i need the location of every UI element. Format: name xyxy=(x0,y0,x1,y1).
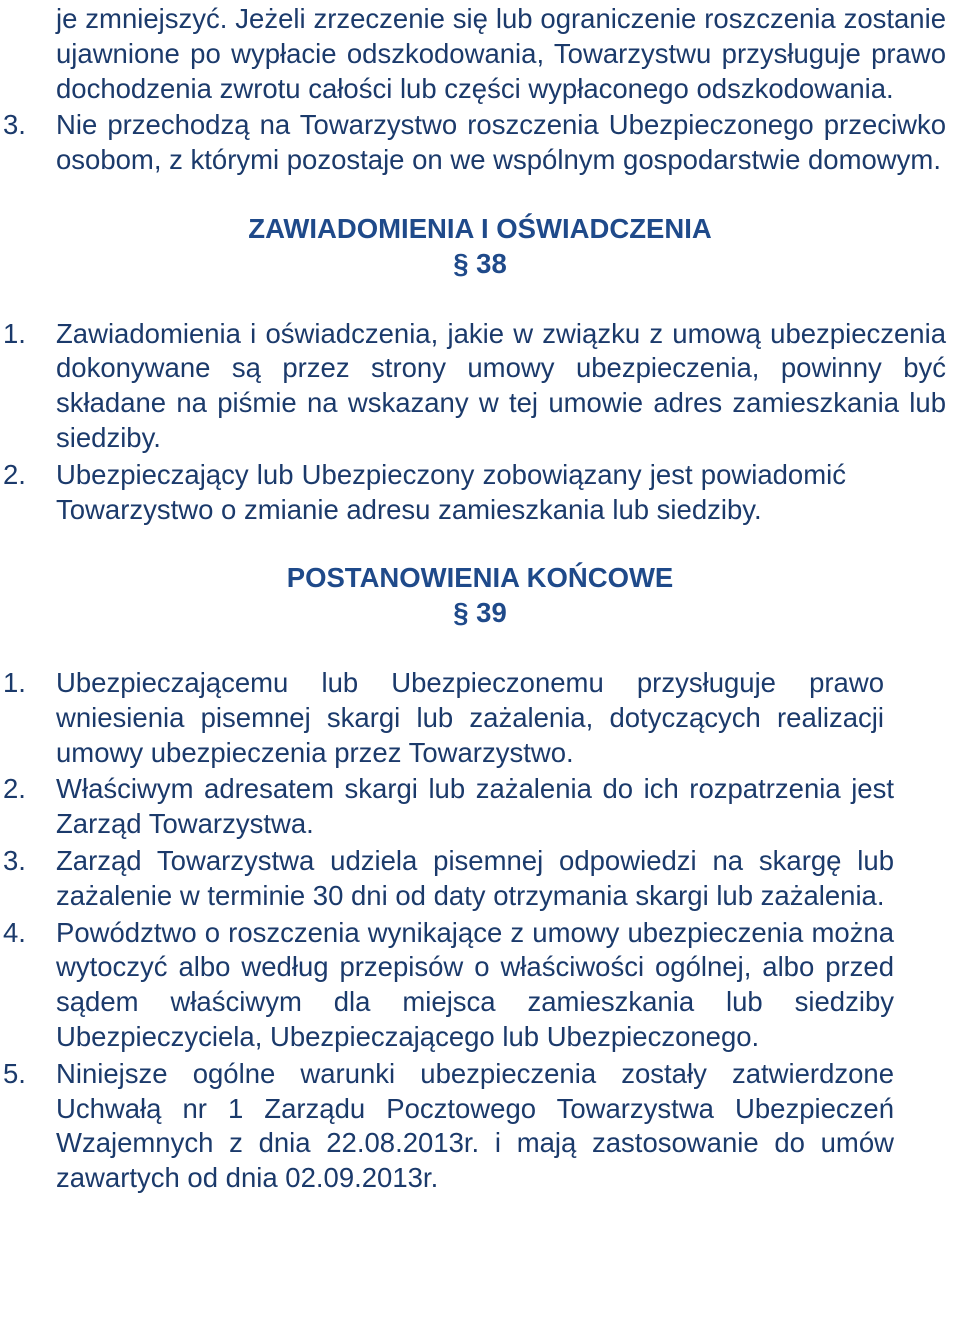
list-item xyxy=(0,317,946,456)
item-number: 1. xyxy=(3,666,26,698)
item-text: Powództwo o roszczenia wynikające z umowy ubezpieczenia można wytoczyć albo według przepisów o właściwości ogólnej, albo przed sądem właściwym dla miejsca zamieszkania lub siedziby Ubezpieczyciela, Ubezpieczającego lub Ubezpieczonego. xyxy=(56,916,894,1052)
item-text: Nie przechodzą na Towarzystwo roszczenia Ubezpieczonego przeciwko osobom, z którymi pozostaje on we wspólnym gospodarstwie domowym. xyxy=(56,109,946,176)
item-text: Ubezpieczającemu lub Ubezpieczonemu przysługuje prawo wniesienia pisemnej skargi lub zażalenia, dotyczących realizacji umowy ubezpieczenia przez Towarzystwo. xyxy=(56,666,884,768)
list-item xyxy=(0,1057,894,1196)
item-number: 3. xyxy=(3,844,26,876)
item-text: Zarząd Towarzystwa udziela pisemnej odpowiedzi na skargę lub zażalenie w terminie 30 dni od daty otrzymania skargi lub zażalenia. xyxy=(56,844,894,911)
section-number: § 38 xyxy=(453,247,507,279)
list-item xyxy=(0,916,894,1055)
list-item xyxy=(0,844,894,914)
item-text: Zawiadomienia i oświadczenia, jakie w związku z umową ubezpieczenia dokonywane są przez strony umowy ubezpieczenia, powinny być składane na piśmie na wskazany w tej umowie adres zamieszkania lub siedziby. xyxy=(56,317,946,453)
item-text: Właściwym adresatem skargi lub zażalenia do ich rozpatrzenia jest Zarząd Towarzystwa. xyxy=(56,773,894,840)
item-number: 4. xyxy=(3,916,26,948)
paragraph-continuation xyxy=(0,2,946,106)
item-number: 3. xyxy=(3,109,26,141)
item-text: Niniejsze ogólne warunki ubezpieczenia zostały zatwierdzone Uchwałą nr 1 Zarządu Pocztowego Towarzystwa Ubezpieczeń Wzajemnych z dnia 22.08.2013r. i mają zastosowanie do umów zawartych od dnia 02.09.2013r. xyxy=(56,1057,894,1194)
item-number: 2. xyxy=(3,458,26,490)
list-item xyxy=(0,666,884,770)
list-item xyxy=(0,772,894,842)
section-number: § 39 xyxy=(453,597,507,629)
item-number: 5. xyxy=(3,1057,26,1089)
paragraph-text: je zmniejszyć. Jeżeli zrzeczenie się lub ograniczenie roszczenia zostanie ujawnione po wypłacie odszkodowania, Towarzystwu przysługuje prawo dochodzenia zwrotu całości lub części wypłaconego odszkodowania. xyxy=(56,3,946,104)
item-number: 2. xyxy=(3,773,26,805)
list-item xyxy=(0,108,946,178)
list-item xyxy=(0,458,846,528)
section-heading: ZAWIADOMIENIA I OŚWIADCZENIA xyxy=(248,212,712,244)
item-text: Ubezpieczający lub Ubezpieczony zobowiązany jest powiadomić Towarzystwo o zmianie adresu zamieszkania lub siedziby. xyxy=(56,458,846,525)
section-heading: POSTANOWIENIA KOŃCOWE xyxy=(286,562,674,594)
item-number: 1. xyxy=(3,317,26,349)
